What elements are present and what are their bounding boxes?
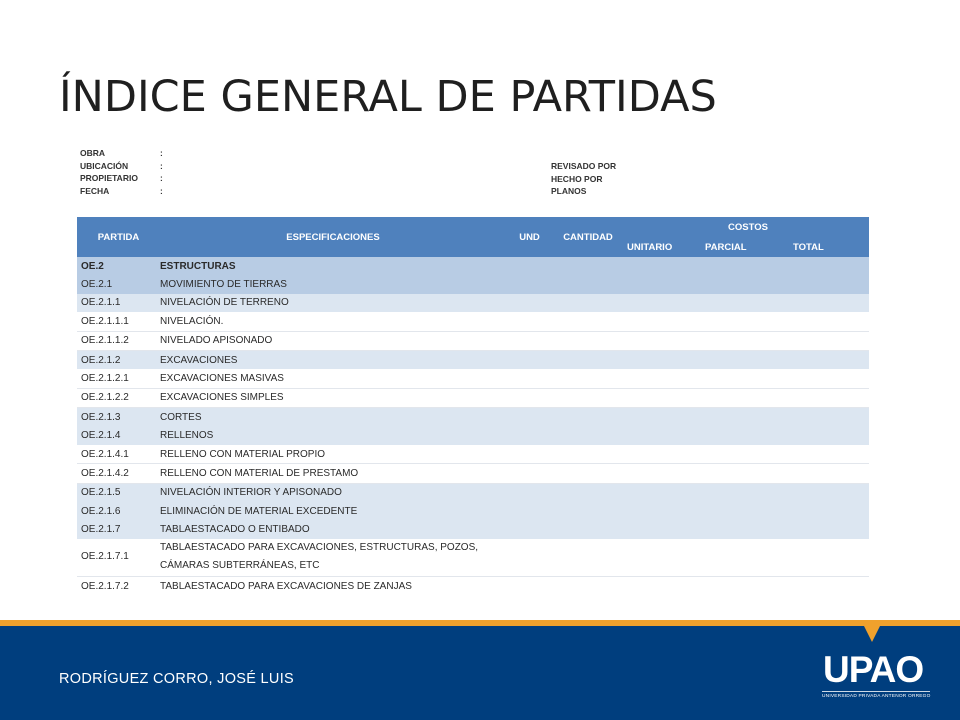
col-header-total: TOTAL xyxy=(789,237,869,257)
partida-code: OE.2.1.5 xyxy=(77,483,156,502)
partida-code: OE.2.1.7 xyxy=(77,520,156,538)
info-row-obra xyxy=(80,147,163,160)
info-revisado-por: REVISADO POR xyxy=(551,161,617,171)
table-row xyxy=(77,445,869,464)
table-row xyxy=(77,275,869,293)
logo-divider xyxy=(822,691,930,692)
info-value: : xyxy=(160,160,163,171)
partida-spec: RELLENO CON MATERIAL DE PRESTAMO xyxy=(156,464,506,483)
partida-code: OE.2.1.4.2 xyxy=(77,464,156,483)
col-header-cantidad: CANTIDAD xyxy=(549,217,623,257)
partida-code: OE.2.1.4.1 xyxy=(77,445,156,464)
partida-spec: ESTRUCTURAS xyxy=(156,257,506,275)
table-row xyxy=(77,483,869,502)
partida-code: OE.2 xyxy=(77,257,156,275)
col-header-unitario: UNITARIO xyxy=(623,237,701,257)
upao-logo-subtext: UNIVERSIDAD PRIVADA ANTENOR ORREGO xyxy=(822,694,931,699)
table-row xyxy=(77,576,869,595)
info-planos: PLANOS xyxy=(551,186,587,196)
table-row xyxy=(77,331,869,350)
info-label: FECHA xyxy=(80,185,110,196)
footer-notch-icon xyxy=(864,626,880,642)
info-label: PROPIETARIO xyxy=(80,173,138,183)
col-header-partida: PARTIDA xyxy=(77,217,156,257)
col-header-und: UND xyxy=(506,217,549,257)
partida-code: OE.2.1.2 xyxy=(77,350,156,369)
partida-spec: NIVELACIÓN INTERIOR Y APISONADO xyxy=(156,483,506,502)
table-row xyxy=(77,427,869,445)
info-row-fecha xyxy=(80,185,163,198)
table-row xyxy=(77,294,869,312)
partida-spec: CORTES xyxy=(156,408,506,427)
partida-spec: EXCAVACIONES MASIVAS xyxy=(156,369,506,388)
partida-spec: TABLAESTACADO O ENTIBADO xyxy=(156,520,506,538)
col-header-especificaciones: ESPECIFICACIONES xyxy=(156,217,506,257)
partida-spec: EXCAVACIONES SIMPLES xyxy=(156,388,506,407)
info-value: : xyxy=(160,148,163,158)
info-value: : xyxy=(160,173,163,183)
partida-code: OE.2.1 xyxy=(77,275,156,293)
partida-spec: TABLAESTACADO PARA EXCAVACIONES DE ZANJAS xyxy=(160,580,412,592)
info-value: : xyxy=(160,185,163,196)
partida-code: OE.2.1.7.1 xyxy=(77,539,156,577)
partida-spec: NIVELACIÓN. xyxy=(156,312,506,331)
col-header-parcial: PARCIAL xyxy=(701,237,789,257)
info-row-ubicacion xyxy=(80,160,163,173)
partida-code: OE.2.1.3 xyxy=(77,408,156,427)
upao-logo: UPAO xyxy=(823,649,924,690)
partida-spec: EXCAVACIONES xyxy=(156,350,506,369)
table-row xyxy=(77,369,869,388)
table-row xyxy=(77,539,869,577)
info-label: UBICACIÓN xyxy=(80,160,129,171)
col-header-costos: COSTOS xyxy=(623,217,869,237)
partida-code: OE.2.1.4 xyxy=(77,427,156,445)
partida-code: OE.2.1.2.1 xyxy=(77,369,156,388)
partida-spec: NIVELADO APISONADO xyxy=(156,331,506,350)
info-row-propietario xyxy=(80,172,163,185)
table-row xyxy=(77,257,869,275)
partida-code: OE.2.1.1.2 xyxy=(77,331,156,350)
partida-code: OE.2.1.1.1 xyxy=(77,312,156,331)
partida-spec: RELLENO CON MATERIAL PROPIO xyxy=(156,445,506,464)
project-info-right xyxy=(551,160,616,198)
table-row xyxy=(77,408,869,427)
partida-code: OE.2.1.2.2 xyxy=(77,388,156,407)
project-info-left xyxy=(80,147,163,197)
table-row xyxy=(77,350,869,369)
partida-spec: NIVELACIÓN DE TERRENO xyxy=(156,294,506,312)
partida-code: OE.2.1.6 xyxy=(77,502,156,520)
page-title: ÍNDICE GENERAL DE PARTIDAS xyxy=(59,72,717,122)
info-hecho-por: HECHO POR xyxy=(551,173,603,184)
partidas-table xyxy=(77,217,869,595)
table-row xyxy=(77,502,869,520)
table-row xyxy=(77,464,869,483)
table-row xyxy=(77,520,869,538)
partida-spec: RELLENOS xyxy=(156,427,506,445)
author-name: RODRÍGUEZ CORRO, JOSÉ LUIS xyxy=(59,671,294,687)
partida-code: OE.2.1.7.2 xyxy=(81,580,129,592)
table-row xyxy=(77,388,869,407)
partida-spec: MOVIMIENTO DE TIERRAS xyxy=(156,275,506,293)
info-label: OBRA xyxy=(80,148,106,158)
partida-spec: TABLAESTACADO PARA EXCAVACIONES, ESTRUCTURAS, POZOS, CÁMARAS SUBTERRÁNEAS, ETC xyxy=(156,539,506,577)
partida-code: OE.2.1.1 xyxy=(77,294,156,312)
partida-spec: ELIMINACIÓN DE MATERIAL EXCEDENTE xyxy=(156,502,506,520)
table-row xyxy=(77,312,869,331)
